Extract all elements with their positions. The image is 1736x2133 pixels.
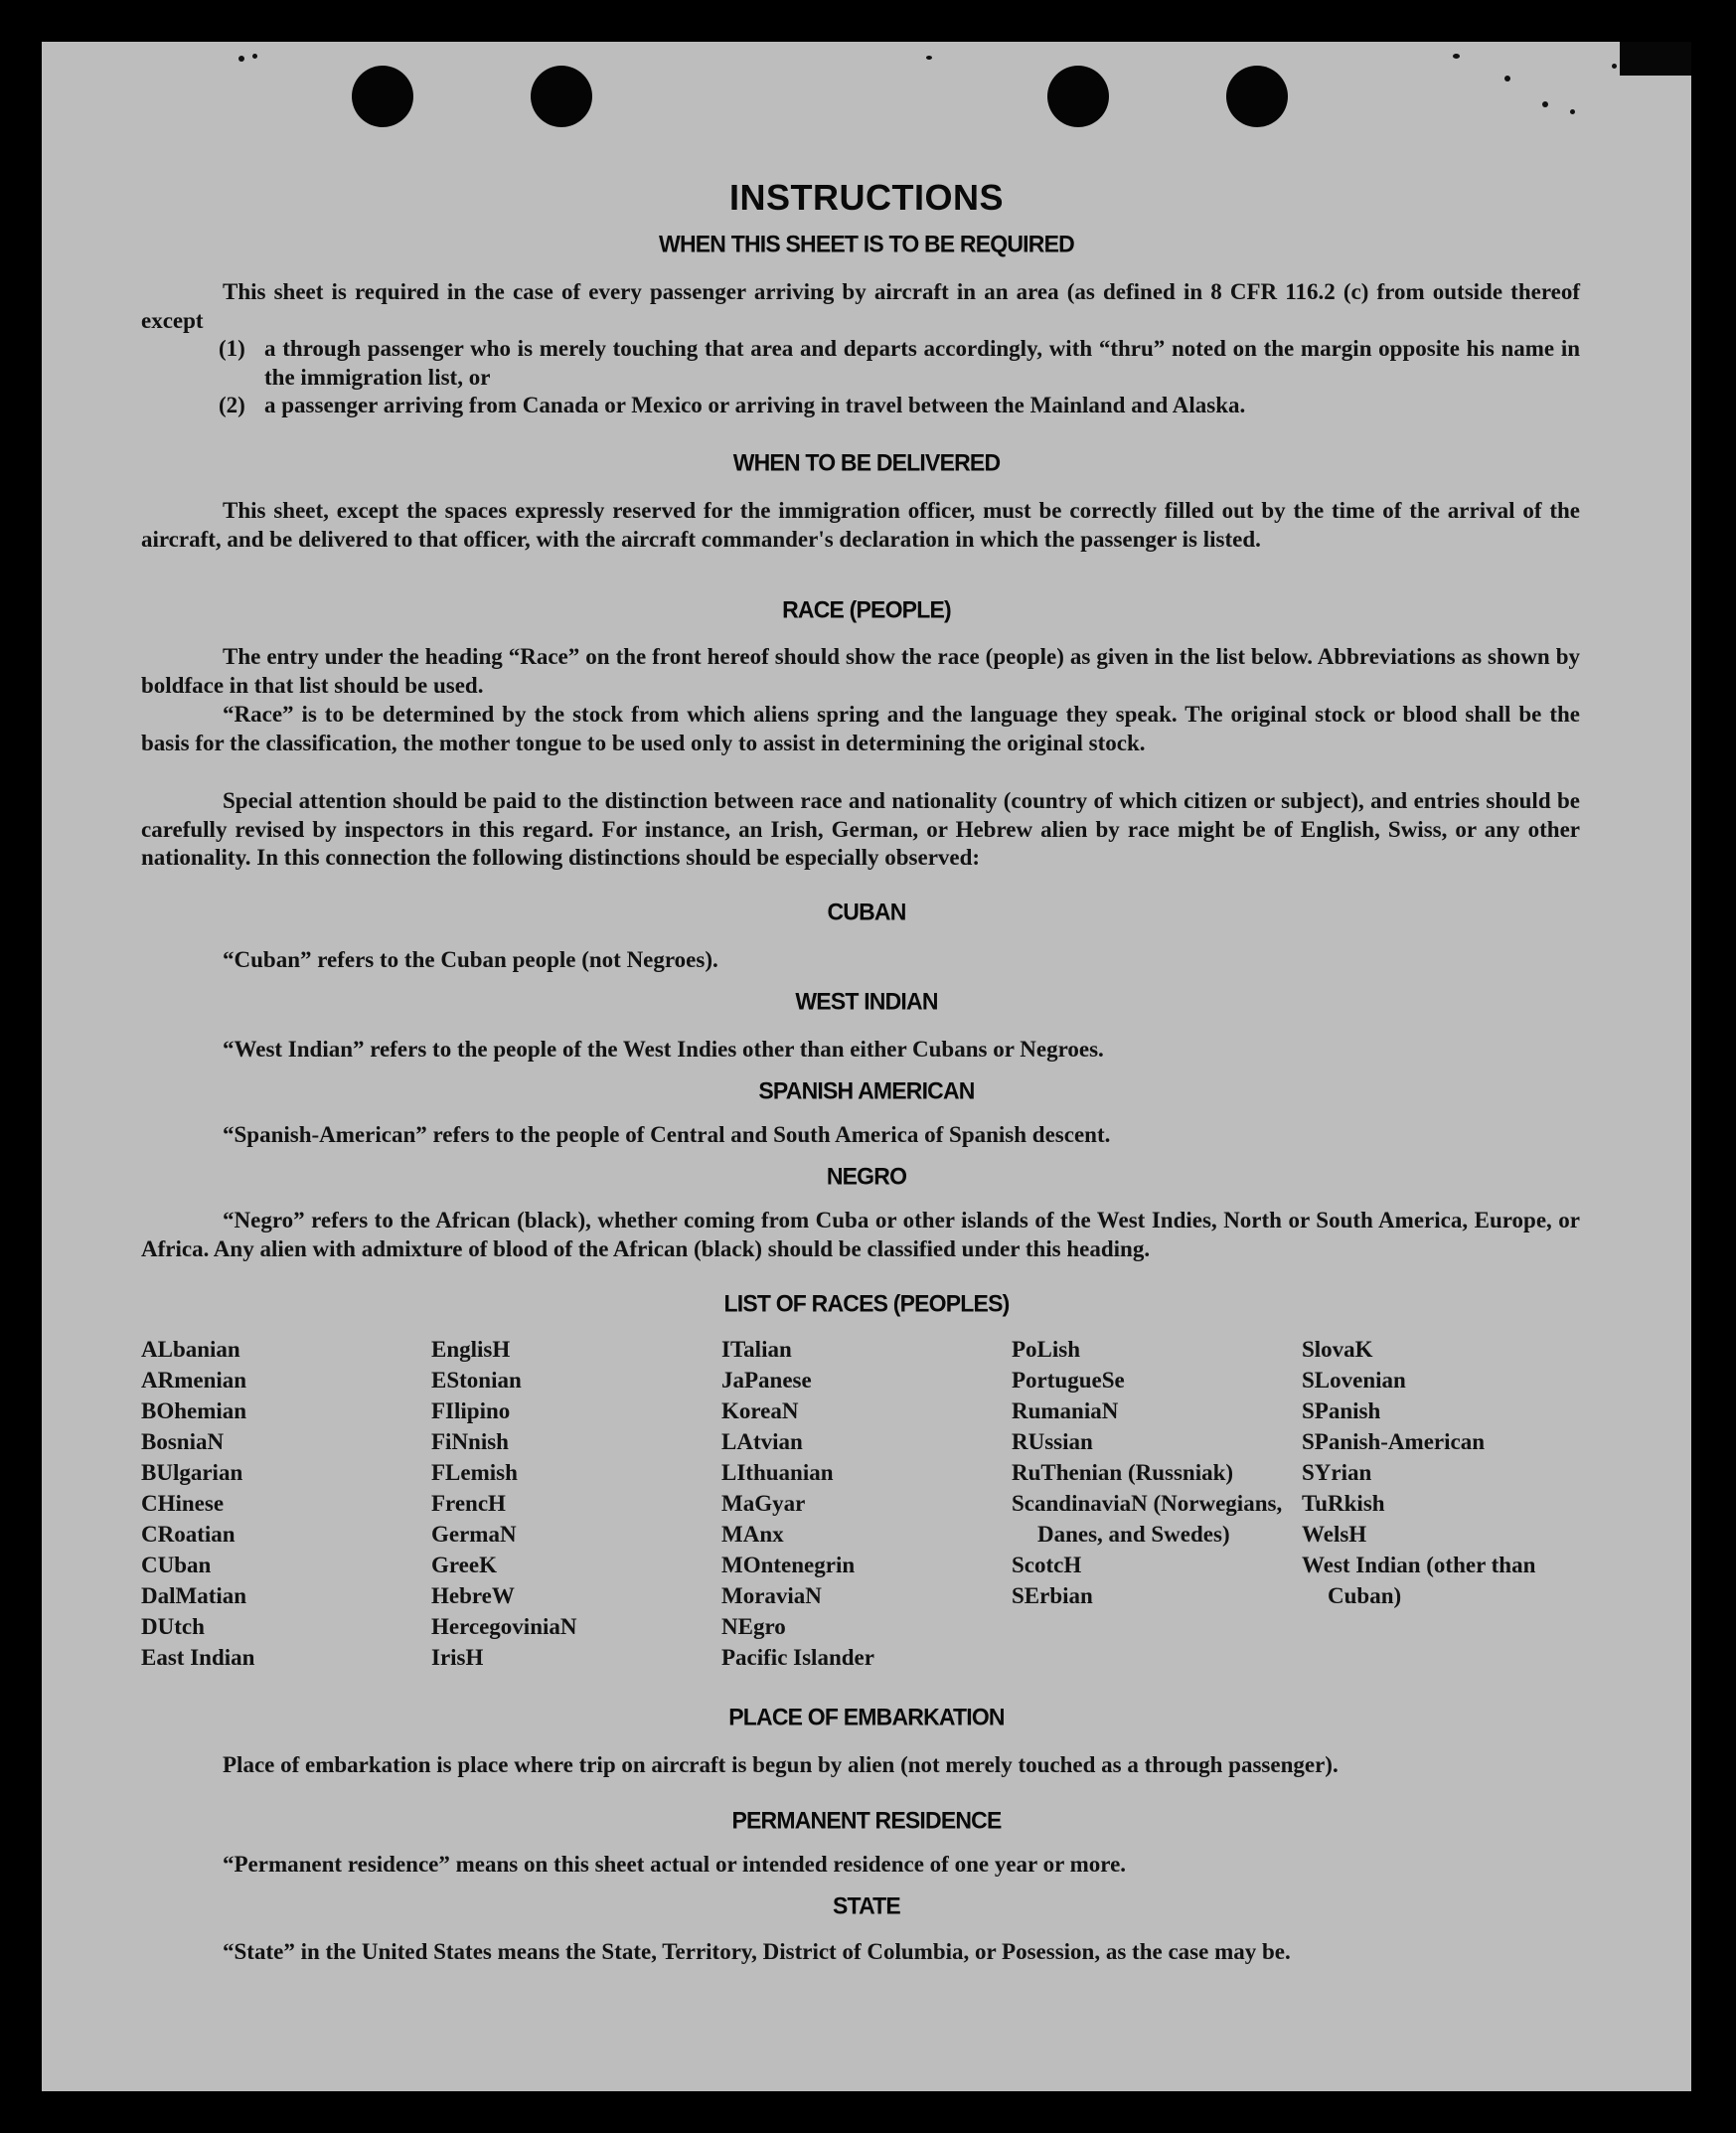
race-entry: IrisH xyxy=(431,1645,484,1670)
race-entry: EnglisH xyxy=(431,1337,511,1362)
heading-place-of-embarkation: PLACE OF EMBARKATION xyxy=(728,1703,1005,1730)
race-entry: HercegoviniaN xyxy=(431,1614,577,1639)
item-number: (1) xyxy=(219,336,245,361)
race-entry: ITalian xyxy=(721,1337,792,1362)
race-entry: PortugueSe xyxy=(1012,1368,1125,1393)
embarkation-text: Place of embarkation is place where trip on aircraft is begun by alien (not merely touched as a through passenger). xyxy=(223,1752,1339,1777)
residence-text: “Permanent residence” means on this sheet actual or intended residence of one year or more. xyxy=(223,1852,1127,1877)
race-entry: WelsH xyxy=(1302,1522,1367,1547)
race-column-1 xyxy=(141,1334,254,1673)
required-item-1 xyxy=(219,335,1580,392)
race-entry: FiNnish xyxy=(431,1429,509,1454)
race-entry: SLovenian xyxy=(1302,1368,1406,1393)
race-entry: SYrian xyxy=(1302,1460,1372,1485)
race-entry: MaGyar xyxy=(721,1491,806,1516)
race-entry: DUtch xyxy=(141,1614,205,1639)
punch-hole xyxy=(531,66,592,127)
west-indian-text: “West Indian” refers to the people of the West Indies other than either Cubans or Negroes. xyxy=(223,1037,1104,1062)
race-entry: SlovaK xyxy=(1302,1337,1373,1362)
heading-negro: NEGRO xyxy=(826,1162,907,1190)
race-paragraph-2: “Race” is to be determined by the stock from which aliens spring and the language they speak. The original stock or blood shall be the basis for the classification, the mother tongue to be used only to assist in determining the original stock. xyxy=(141,702,1580,755)
race-entry: FrencH xyxy=(431,1491,506,1516)
race-entry: RUssian xyxy=(1012,1429,1093,1454)
race-entry: CRoatian xyxy=(141,1522,236,1547)
heading-when-required: WHEN THIS SHEET IS TO BE REQUIRED xyxy=(659,230,1074,257)
punch-hole xyxy=(352,66,413,127)
race-entry: GermaN xyxy=(431,1522,517,1547)
race-entry: MOntenegrin xyxy=(721,1553,856,1577)
race-paragraph-1: The entry under the heading “Race” on the front hereof should show the race (people) as given in the list below. Abbreviations as shown by boldface in that list should be used. xyxy=(141,644,1580,698)
race-entry: JaPanese xyxy=(721,1368,812,1393)
speck xyxy=(1542,101,1548,107)
punch-hole xyxy=(1047,66,1109,127)
speck xyxy=(1453,54,1460,59)
race-entry: MoraviaN xyxy=(721,1583,822,1608)
race-entry: RumaniaN xyxy=(1012,1398,1119,1423)
race-entry: ScotcH xyxy=(1012,1553,1082,1577)
speck xyxy=(252,54,257,59)
race-column-3 xyxy=(721,1334,874,1673)
state-text: “State” in the United States means the State, Territory, District of Columbia, or Posession, as the case may be. xyxy=(223,1939,1291,1964)
race-entry: HebreW xyxy=(431,1583,515,1608)
race-entry: RuThenian (Russniak) xyxy=(1012,1460,1234,1485)
required-item-2 xyxy=(219,392,1580,420)
race-entry: FLemish xyxy=(431,1460,518,1485)
race-entry: MAnx xyxy=(721,1522,784,1547)
race-entry: TuRkish xyxy=(1302,1491,1385,1516)
race-entry: SPanish xyxy=(1302,1398,1381,1423)
race-entry: SErbian xyxy=(1012,1583,1093,1608)
race-entry: BosniaN xyxy=(141,1429,225,1454)
heading-permanent-residence: PERMANENT RESIDENCE xyxy=(731,1806,1002,1834)
race-column-2 xyxy=(431,1334,577,1673)
race-entry: PoLish xyxy=(1012,1337,1081,1362)
item-text: a through passenger who is merely touching that area and departs accordingly, with “thru” noted on the margin opposite his name in the immigration list, or xyxy=(264,336,1580,390)
race-entry: ALbanian xyxy=(141,1337,240,1362)
race-paragraph-3: Special attention should be paid to the distinction between race and nationality (country of which citizen or subject), and entries should be carefully revised by inspectors in this regard. For instance, an Irish, German, or Hebrew alien by race might be of English, Swiss, or any other nationality. In this connection the following distinctions should be especially observed: xyxy=(141,788,1580,870)
race-entry: BUlgarian xyxy=(141,1460,243,1485)
heading-when-delivered: WHEN TO BE DELIVERED xyxy=(732,448,1001,476)
heading-west-indian: WEST INDIAN xyxy=(795,987,938,1015)
speck xyxy=(926,56,932,60)
race-entry: ScandinaviaN (Norwegians, Danes, and Swedes) xyxy=(1012,1491,1283,1547)
black-corner xyxy=(1620,42,1691,76)
speck xyxy=(1570,109,1575,114)
instructions-title: INSTRUCTIONS xyxy=(729,177,1004,218)
cuban-text: “Cuban” refers to the Cuban people (not Negroes). xyxy=(223,947,718,972)
heading-race: RACE (PEOPLE) xyxy=(782,595,951,623)
heading-list-of-races: LIST OF RACES (PEOPLES) xyxy=(723,1289,1010,1317)
speck xyxy=(1504,76,1510,82)
race-entry: LIthuanian xyxy=(721,1460,834,1485)
race-column-4 xyxy=(1012,1334,1296,1611)
race-entry: SPanish-American xyxy=(1302,1429,1485,1454)
heading-state: STATE xyxy=(833,1891,900,1919)
race-column-5 xyxy=(1302,1334,1566,1611)
race-entry: GreeK xyxy=(431,1553,497,1577)
delivered-text: This sheet, except the spaces expressly reserved for the immigration officer, must be correctly filled out by the time of the arrival of the aircraft, and be delivered to that officer, with the aircraft commander's declaration in which the passenger is listed. xyxy=(141,498,1580,552)
race-entry: FIlipino xyxy=(431,1398,511,1423)
race-entry: LAtvian xyxy=(721,1429,803,1454)
race-entry: EStonian xyxy=(431,1368,522,1393)
negro-text: “Negro” refers to the African (black), whether coming from Cuba or other islands of the West Indies, North or South America, Europe, or Africa. Any alien with admixture of blood of the African (black) should be classified under this heading. xyxy=(141,1208,1580,1261)
heading-spanish-american: SPANISH AMERICAN xyxy=(758,1076,975,1104)
race-entry: ARmenian xyxy=(141,1368,247,1393)
race-entry: BOhemian xyxy=(141,1398,247,1423)
race-entry: Pacific Islander xyxy=(721,1645,874,1670)
race-entry: CUban xyxy=(141,1553,212,1577)
item-text: a passenger arriving from Canada or Mexico or arriving in travel between the Mainland and Alaska. xyxy=(264,393,1246,417)
race-entry: CHinese xyxy=(141,1491,225,1516)
heading-cuban: CUBAN xyxy=(827,898,906,925)
punch-hole xyxy=(1226,66,1288,127)
race-entry: East Indian xyxy=(141,1645,255,1670)
speck xyxy=(238,56,244,62)
race-entry: NEgro xyxy=(721,1614,786,1639)
required-intro: This sheet is required in the case of every passenger arriving by aircraft in an area (as defined in 8 CFR 116.2 (c) from outside thereof except xyxy=(141,279,1580,333)
race-entry: KoreaN xyxy=(721,1398,799,1423)
document-sheet xyxy=(42,42,1691,2091)
race-entry: West Indian (other than Cuban) xyxy=(1302,1553,1536,1608)
speck xyxy=(1612,64,1617,69)
race-entry: DalMatian xyxy=(141,1583,247,1608)
item-number: (2) xyxy=(219,393,245,417)
spanish-american-text: “Spanish-American” refers to the people of Central and South America of Spanish descent. xyxy=(223,1122,1111,1147)
